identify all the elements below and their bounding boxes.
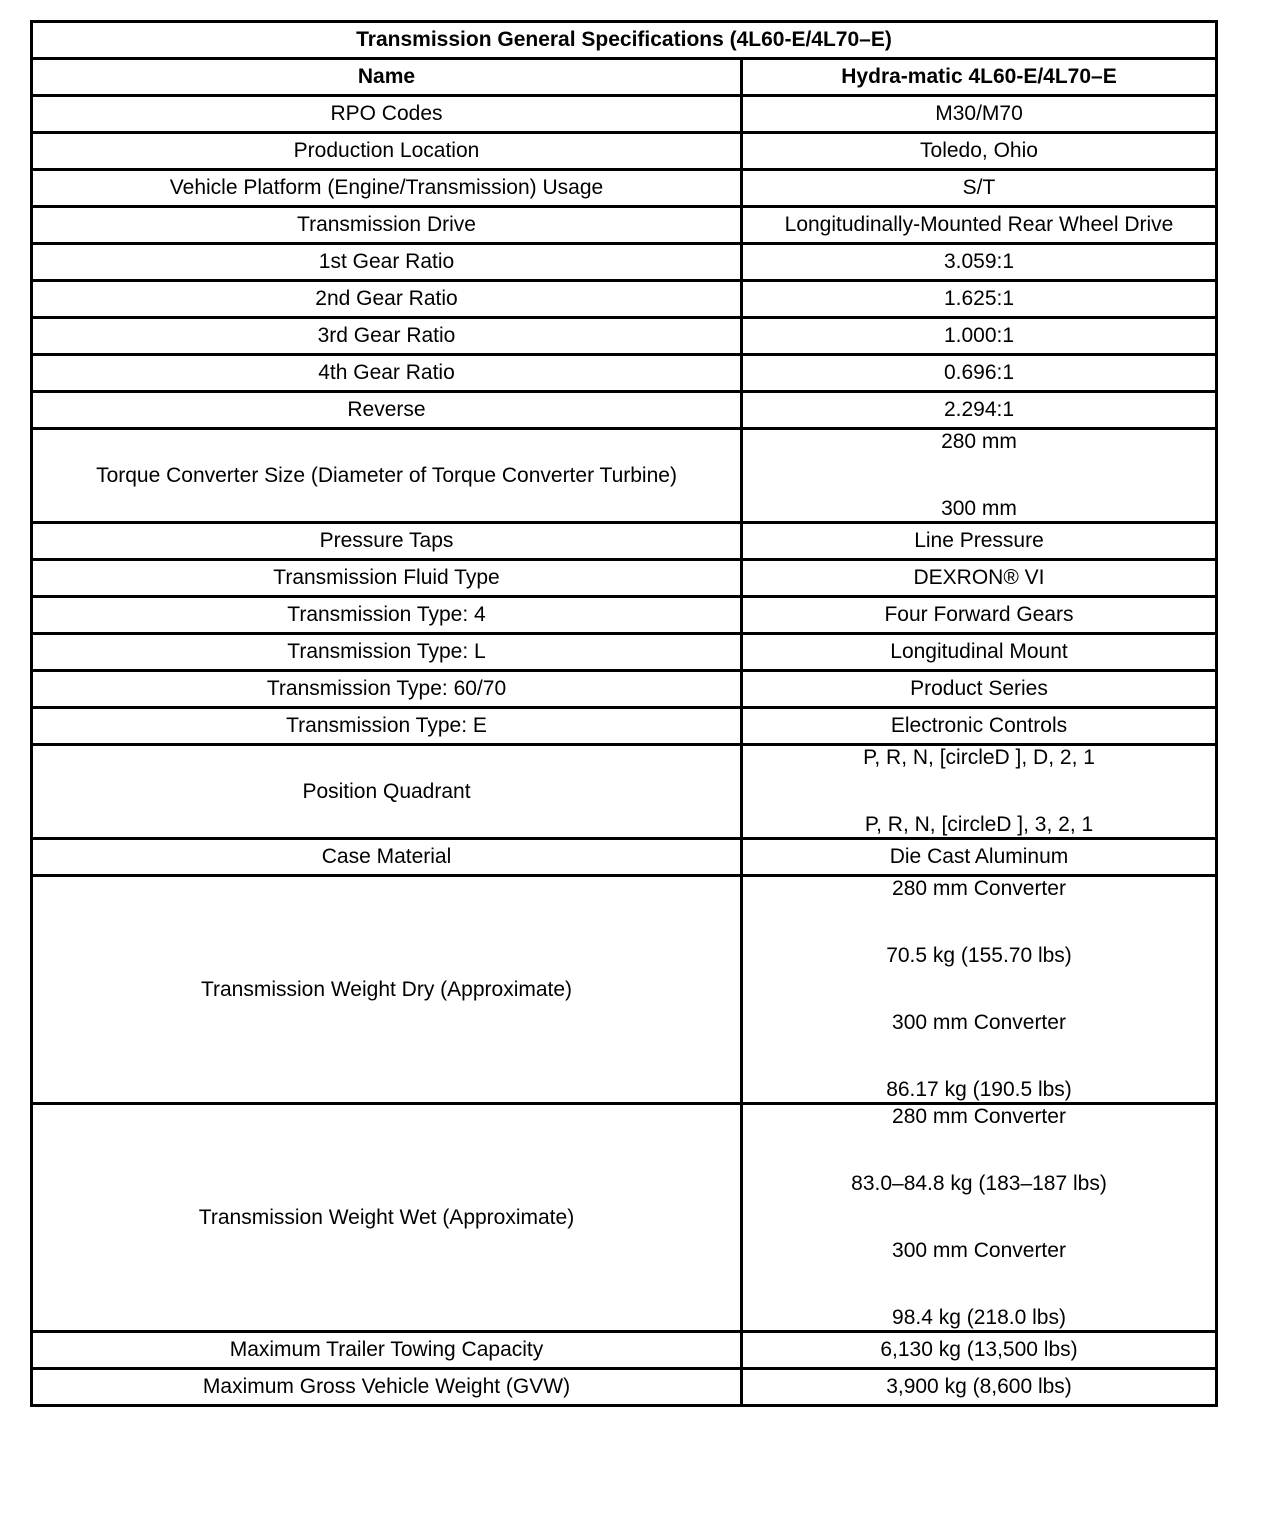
- row-value: [742, 876, 1217, 1104]
- table-row: [32, 170, 1217, 207]
- row-label: RPO Codes: [32, 96, 742, 133]
- row-label: Torque Converter Size (Diameter of Torque Converter Turbine): [32, 429, 742, 523]
- table-header-row: [32, 59, 1217, 96]
- table-row: [32, 1332, 1217, 1369]
- row-value: Die Cast Aluminum: [742, 839, 1217, 876]
- row-label: Pressure Taps: [32, 523, 742, 560]
- transmission-spec-table: [30, 20, 1218, 1407]
- value-line: 86.17 kg (190.5 lbs): [886, 1078, 1072, 1101]
- row-label: Position Quadrant: [32, 745, 742, 839]
- row-value: 6,130 kg (13,500 lbs): [742, 1332, 1217, 1369]
- table-row: [32, 318, 1217, 355]
- row-label: Transmission Type: 4: [32, 597, 742, 634]
- table-row: [32, 1369, 1217, 1406]
- row-value: DEXRON® VI: [742, 560, 1217, 597]
- table-row: [32, 355, 1217, 392]
- value-line: P, R, N, [circleD ], 3, 2, 1: [864, 813, 1094, 836]
- header-name-value: Hydra-matic 4L60-E/4L70–E: [742, 59, 1217, 96]
- row-label: Maximum Gross Vehicle Weight (GVW): [32, 1369, 742, 1406]
- value-line: 280 mm: [941, 430, 1017, 453]
- value-line: 300 mm Converter: [892, 1239, 1066, 1262]
- row-value: [742, 745, 1217, 839]
- table-row: [32, 839, 1217, 876]
- table-row: [32, 523, 1217, 560]
- row-value: [742, 1104, 1217, 1332]
- row-label: Transmission Type: 60/70: [32, 671, 742, 708]
- value-line: 70.5 kg (155.70 lbs): [886, 944, 1072, 967]
- table-row: [32, 96, 1217, 133]
- row-value: Toledo, Ohio: [742, 133, 1217, 170]
- row-label: Vehicle Platform (Engine/Transmission) Usage: [32, 170, 742, 207]
- row-value: 0.696:1: [742, 355, 1217, 392]
- table-row: [32, 281, 1217, 318]
- table-row: [32, 708, 1217, 745]
- table-row: [32, 671, 1217, 708]
- row-value: 3,900 kg (8,600 lbs): [742, 1369, 1217, 1406]
- table-row: [32, 133, 1217, 170]
- value-line: 300 mm: [941, 497, 1017, 520]
- row-label: 3rd Gear Ratio: [32, 318, 742, 355]
- row-label: Transmission Weight Wet (Approximate): [32, 1104, 742, 1332]
- row-value: 1.625:1: [742, 281, 1217, 318]
- row-label: 2nd Gear Ratio: [32, 281, 742, 318]
- row-value: [742, 429, 1217, 523]
- table-row: [32, 597, 1217, 634]
- table-row: [32, 244, 1217, 281]
- row-label: Maximum Trailer Towing Capacity: [32, 1332, 742, 1369]
- value-line: 280 mm Converter: [892, 877, 1066, 900]
- row-value: Four Forward Gears: [742, 597, 1217, 634]
- table-row: [32, 1104, 1217, 1332]
- row-value: 1.000:1: [742, 318, 1217, 355]
- table-row: [32, 745, 1217, 839]
- table-row: [32, 634, 1217, 671]
- row-value: Longitudinal Mount: [742, 634, 1217, 671]
- row-value: Product Series: [742, 671, 1217, 708]
- row-label: Transmission Weight Dry (Approximate): [32, 876, 742, 1104]
- row-value: M30/M70: [742, 96, 1217, 133]
- row-label: Transmission Type: E: [32, 708, 742, 745]
- row-value: Longitudinally-Mounted Rear Wheel Drive: [742, 207, 1217, 244]
- value-line: 300 mm Converter: [892, 1011, 1066, 1034]
- row-label: Case Material: [32, 839, 742, 876]
- row-label: 1st Gear Ratio: [32, 244, 742, 281]
- value-line: P, R, N, [circleD ], D, 2, 1: [863, 746, 1095, 769]
- row-label: Production Location: [32, 133, 742, 170]
- header-name-label: Name: [32, 59, 742, 96]
- table-row: [32, 560, 1217, 597]
- table-row: [32, 392, 1217, 429]
- value-line: 280 mm Converter: [892, 1105, 1066, 1128]
- table-row: [32, 876, 1217, 1104]
- table-title-row: [32, 22, 1217, 59]
- table-row: [32, 207, 1217, 244]
- table-title: Transmission General Specifications (4L60-E/4L70–E): [32, 22, 1217, 59]
- row-label: Transmission Drive: [32, 207, 742, 244]
- row-label: Reverse: [32, 392, 742, 429]
- row-label: 4th Gear Ratio: [32, 355, 742, 392]
- value-line: 98.4 kg (218.0 lbs): [892, 1306, 1066, 1329]
- row-value: Electronic Controls: [742, 708, 1217, 745]
- value-line: 83.0–84.8 kg (183–187 lbs): [851, 1172, 1107, 1195]
- row-value: 2.294:1: [742, 392, 1217, 429]
- row-value: Line Pressure: [742, 523, 1217, 560]
- table-row: [32, 429, 1217, 523]
- row-label: Transmission Fluid Type: [32, 560, 742, 597]
- row-label: Transmission Type: L: [32, 634, 742, 671]
- row-value: 3.059:1: [742, 244, 1217, 281]
- row-value: S/T: [742, 170, 1217, 207]
